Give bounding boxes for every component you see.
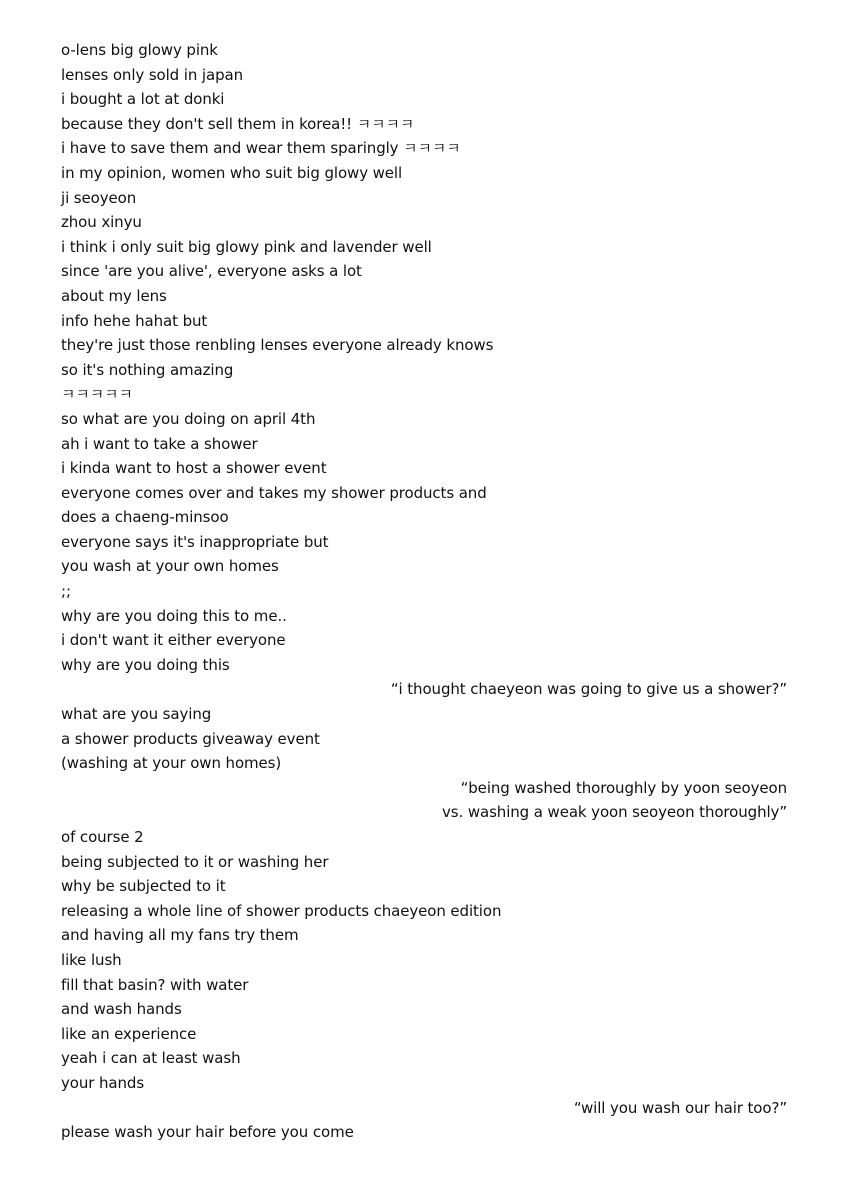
- transcript-line: what are you saying: [61, 705, 212, 724]
- transcript-line: so what are you doing on april 4th: [61, 409, 316, 428]
- transcript-line: lenses only sold in japan: [61, 65, 243, 84]
- transcript-line: and having all my fans try them: [61, 926, 299, 945]
- transcript-line: since 'are you alive', everyone asks a lot: [61, 262, 362, 281]
- transcript-line: zhou xinyu: [61, 213, 142, 232]
- transcript-line: like an experience: [61, 1024, 197, 1043]
- transcript-line: you wash at your own homes: [61, 557, 279, 576]
- transcript-line: o-lens big glowy pink: [61, 41, 218, 59]
- transcript-line: yeah i can at least wash: [61, 1049, 241, 1068]
- transcript-line: everyone comes over and takes my shower products and: [61, 483, 487, 502]
- quoted-question-line: “will you wash our hair too?”: [573, 1098, 787, 1117]
- transcript-line: info hehe hahat but: [61, 311, 208, 330]
- transcript-line: why be subjected to it: [61, 877, 226, 896]
- quoted-question-line: “being washed thoroughly by yoon seoyeon: [460, 778, 787, 797]
- transcript-line: releasing a whole line of shower products chaeyeon edition: [61, 901, 502, 920]
- transcript-line: about my lens: [61, 286, 167, 305]
- transcript-line: i have to save them and wear them sparingly ㅋㅋㅋㅋ: [61, 139, 461, 158]
- transcript-line: why are you doing this: [61, 655, 230, 674]
- transcript-line: i kinda want to host a shower event: [61, 459, 327, 478]
- transcript-line: i think i only suit big glowy pink and lavender well: [61, 237, 432, 256]
- transcript-line: ji seoyeon: [61, 188, 137, 207]
- transcript-line: ;;: [61, 582, 71, 601]
- transcript-line: why are you doing this to me..: [61, 606, 287, 625]
- transcript-line: (washing at your own homes): [61, 754, 282, 773]
- transcript-line: does a chaeng-minsoo: [61, 508, 229, 527]
- transcript-line: of course 2: [61, 828, 144, 846]
- transcript-line: because they don't sell them in korea!! ㅋㅋㅋㅋ: [61, 114, 415, 133]
- transcript-line: being subjected to it or washing her: [61, 852, 329, 871]
- transcript-line: a shower products giveaway event: [61, 729, 320, 748]
- transcript-line: so it's nothing amazing: [61, 360, 234, 379]
- transcript-line: i bought a lot at donki: [61, 90, 225, 109]
- transcript-line: in my opinion, women who suit big glowy well: [61, 163, 403, 182]
- quoted-question-line: “i thought chaeyeon was going to give us a shower?”: [390, 680, 787, 699]
- transcript-line: they're just those renbling lenses everyone already knows: [61, 336, 494, 355]
- transcript-line: ㅋㅋㅋㅋㅋ: [61, 385, 133, 404]
- transcript-line: everyone says it's inappropriate but: [61, 532, 329, 551]
- transcript-line: and wash hands: [61, 1000, 182, 1019]
- transcript-line: like lush: [61, 950, 122, 969]
- transcript-line: ah i want to take a shower: [61, 434, 258, 453]
- transcript-page: [61, 38, 787, 1145]
- transcript-line: please wash your hair before you come: [61, 1123, 354, 1142]
- quoted-question-line: vs. washing a weak yoon seoyeon thoroughly”: [442, 803, 787, 822]
- transcript-line: your hands: [61, 1073, 145, 1092]
- transcript-line: fill that basin? with water: [61, 975, 249, 994]
- transcript-line: i don't want it either everyone: [61, 631, 286, 650]
